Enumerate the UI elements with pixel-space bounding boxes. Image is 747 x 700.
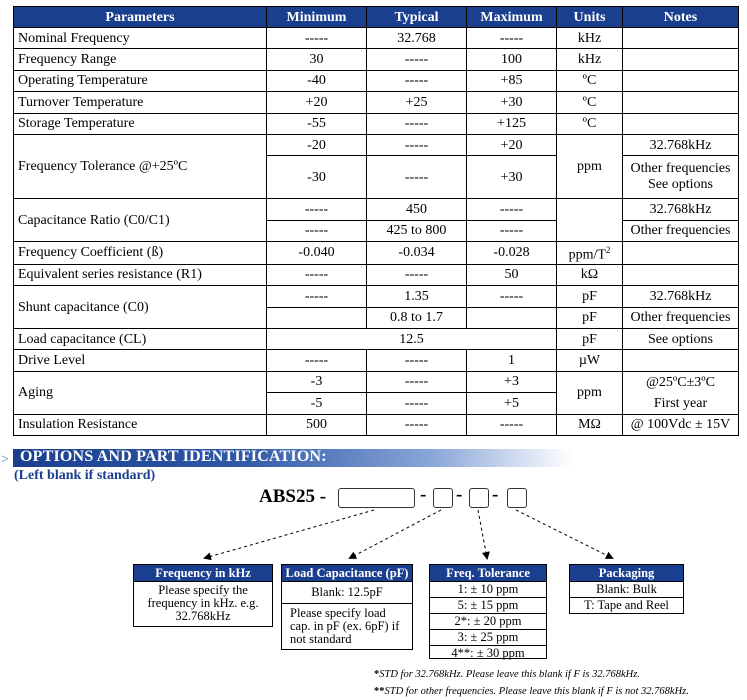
list-item: 3: ± 25 ppm xyxy=(430,630,546,646)
unit-value: MΩ xyxy=(557,414,623,435)
section-arrow-icon: > xyxy=(1,451,9,466)
typ-value: -0.034 xyxy=(367,242,467,265)
unit-value: kHz xyxy=(557,28,623,49)
footnote-marker: * xyxy=(374,669,380,680)
min-value: 30 xyxy=(267,49,367,70)
header-typical: Typical xyxy=(367,7,467,28)
param-label: Nominal Frequency xyxy=(14,28,267,49)
param-label: Aging xyxy=(14,371,267,414)
typ-value: 32.768 xyxy=(367,28,467,49)
max-value: 100 xyxy=(467,49,557,70)
param-label: Insulation Resistance xyxy=(14,414,267,435)
max-value: +20 xyxy=(467,134,557,155)
param-label: Frequency Range xyxy=(14,49,267,70)
typ-value: ----- xyxy=(367,113,467,134)
list-item: 5: ± 15 ppm xyxy=(430,598,546,614)
min-value: ----- xyxy=(267,220,367,241)
typ-value: ----- xyxy=(367,393,467,414)
max-value: ----- xyxy=(467,286,557,307)
footnote-text: STD for 32.768kHz. Please leave this blank if F is 32.768kHz. xyxy=(379,669,640,680)
min-value: 500 xyxy=(267,414,367,435)
param-label: Shunt capacitance (C0) xyxy=(14,286,267,329)
max-value: +30 xyxy=(467,92,557,113)
max-value: ----- xyxy=(467,28,557,49)
header-maximum: Maximum xyxy=(467,7,557,28)
typ-value: ----- xyxy=(367,134,467,155)
typ-value: 0.8 to 1.7 xyxy=(367,307,467,328)
unit-text: ppm/T xyxy=(568,247,606,263)
notes-value: See options xyxy=(623,328,739,349)
packaging-box-title: Packaging xyxy=(570,565,683,582)
max-value: ----- xyxy=(467,414,557,435)
arrow-frequency xyxy=(205,510,374,558)
arrow-packaging xyxy=(516,510,612,558)
frequency-box-text: Please specify the frequency in kHz. e.g. 32.768kHz xyxy=(147,583,259,623)
list-item: T: Tape and Reel xyxy=(584,598,669,612)
min-value: -30 xyxy=(267,156,367,199)
min-value: -55 xyxy=(267,113,367,134)
param-label: Frequency Coefficient (ß) xyxy=(14,242,267,265)
max-value: -0.028 xyxy=(467,242,557,265)
unit-value: ppm xyxy=(557,134,623,198)
notes-value: Other frequencies xyxy=(623,307,739,328)
typ-value: 425 to 800 xyxy=(367,220,467,241)
param-label: Storage Temperature xyxy=(14,113,267,134)
arrow-load-cap xyxy=(350,510,441,558)
load-cap-box-title: Load Capacitance (pF) xyxy=(282,565,412,582)
unit-value: µW xyxy=(557,350,623,371)
notes-value: @ 100Vdc ± 15V xyxy=(623,414,739,435)
header-units: Units xyxy=(557,7,623,28)
min-value: -0.040 xyxy=(267,242,367,265)
unit-superscript: 2 xyxy=(605,245,611,256)
tolerance-option-box xyxy=(429,564,547,659)
max-value: 50 xyxy=(467,264,557,285)
part-dash: - xyxy=(456,484,463,505)
typ-value: +25 xyxy=(367,92,467,113)
notes-line: Other frequencies xyxy=(630,161,731,177)
min-value: -5 xyxy=(267,393,367,414)
min-value: ----- xyxy=(267,199,367,220)
arrow-tolerance xyxy=(478,510,487,558)
notes-value: 32.768kHz xyxy=(623,199,739,220)
options-title: OPTIONS AND PART IDENTIFICATION: xyxy=(20,448,327,465)
max-value: +30 xyxy=(467,156,557,199)
param-label: Equivalent series resistance (R1) xyxy=(14,264,267,285)
min-value: ----- xyxy=(267,28,367,49)
min-value: -20 xyxy=(267,134,367,155)
typ-value: ----- xyxy=(367,414,467,435)
max-value: 1 xyxy=(467,350,557,371)
load-cap-box-blank: Blank: 12.5pF xyxy=(282,582,412,604)
typ-value: ----- xyxy=(367,70,467,91)
tolerance-box-title: Freq. Tolerance xyxy=(430,565,546,582)
unit-value: pF xyxy=(557,328,623,349)
min-value: ----- xyxy=(267,350,367,371)
notes-value: 32.768kHz xyxy=(623,286,739,307)
typ-value: 12.5 xyxy=(267,328,557,349)
footnote-std-32768 xyxy=(374,669,640,680)
part-dash: - xyxy=(420,484,427,505)
unit-value: kHz xyxy=(557,49,623,70)
load-cap-box-text: Please specify load cap. in pF (ex. 6pF) if not standard xyxy=(290,606,400,646)
typ-value: 1.35 xyxy=(367,286,467,307)
typ-value: ----- xyxy=(367,156,467,199)
typ-value: ----- xyxy=(367,350,467,371)
notes-value: @25ºC±3ºC xyxy=(623,371,739,392)
frequency-option-box xyxy=(133,564,273,627)
typ-value: ----- xyxy=(367,371,467,392)
header-minimum: Minimum xyxy=(267,7,367,28)
header-notes: Notes xyxy=(623,7,739,28)
min-value: ----- xyxy=(267,286,367,307)
header-parameters: Parameters xyxy=(14,7,267,28)
min-value: -3 xyxy=(267,371,367,392)
part-number-prefix: ABS25 - xyxy=(259,486,327,507)
param-label: Drive Level xyxy=(14,350,267,371)
max-value: +3 xyxy=(467,371,557,392)
unit-value: ºC xyxy=(557,92,623,113)
footnote-std-other xyxy=(374,686,689,697)
list-item: Blank: Bulk xyxy=(570,582,683,598)
notes-value: First year xyxy=(623,393,739,414)
unit-value: ºC xyxy=(557,113,623,134)
footnote-text: STD for other frequencies. Please leave this blank if F is not 32.768kHz. xyxy=(384,686,689,697)
list-item: 4**: ± 30 ppm xyxy=(451,646,525,660)
packaging-option-box xyxy=(569,564,684,614)
max-value: +125 xyxy=(467,113,557,134)
footnote-marker: ** xyxy=(374,686,385,697)
param-label: Frequency Tolerance @+25ºC xyxy=(14,134,267,198)
notes-value: 32.768kHz xyxy=(623,134,739,155)
typ-value: ----- xyxy=(367,49,467,70)
unit-value: pF xyxy=(557,286,623,307)
frequency-box-title: Frequency in kHz xyxy=(134,565,272,582)
unit-value: kΩ xyxy=(557,264,623,285)
max-value: +85 xyxy=(467,70,557,91)
typ-value: 450 xyxy=(367,199,467,220)
list-item: 2*: ± 20 ppm xyxy=(430,614,546,630)
notes-value: Other frequencies xyxy=(623,220,739,241)
part-dash: - xyxy=(492,484,499,505)
load-cap-option-box xyxy=(281,564,413,650)
options-subtitle: (Left blank if standard) xyxy=(14,468,156,483)
param-label: Operating Temperature xyxy=(14,70,267,91)
max-value: ----- xyxy=(467,220,557,241)
unit-value: ºC xyxy=(557,70,623,91)
param-label: Load capacitance (CL) xyxy=(14,328,267,349)
list-item: 1: ± 10 ppm xyxy=(430,582,546,598)
min-value: -40 xyxy=(267,70,367,91)
param-label: Turnover Temperature xyxy=(14,92,267,113)
unit-value: ppm xyxy=(557,371,623,414)
typ-value: ----- xyxy=(367,264,467,285)
max-value: ----- xyxy=(467,199,557,220)
min-value: +20 xyxy=(267,92,367,113)
notes-line: See options xyxy=(648,177,713,193)
min-value: ----- xyxy=(267,264,367,285)
param-label: Capacitance Ratio (C0/C1) xyxy=(14,199,267,242)
max-value: +5 xyxy=(467,393,557,414)
unit-value: pF xyxy=(557,307,623,328)
